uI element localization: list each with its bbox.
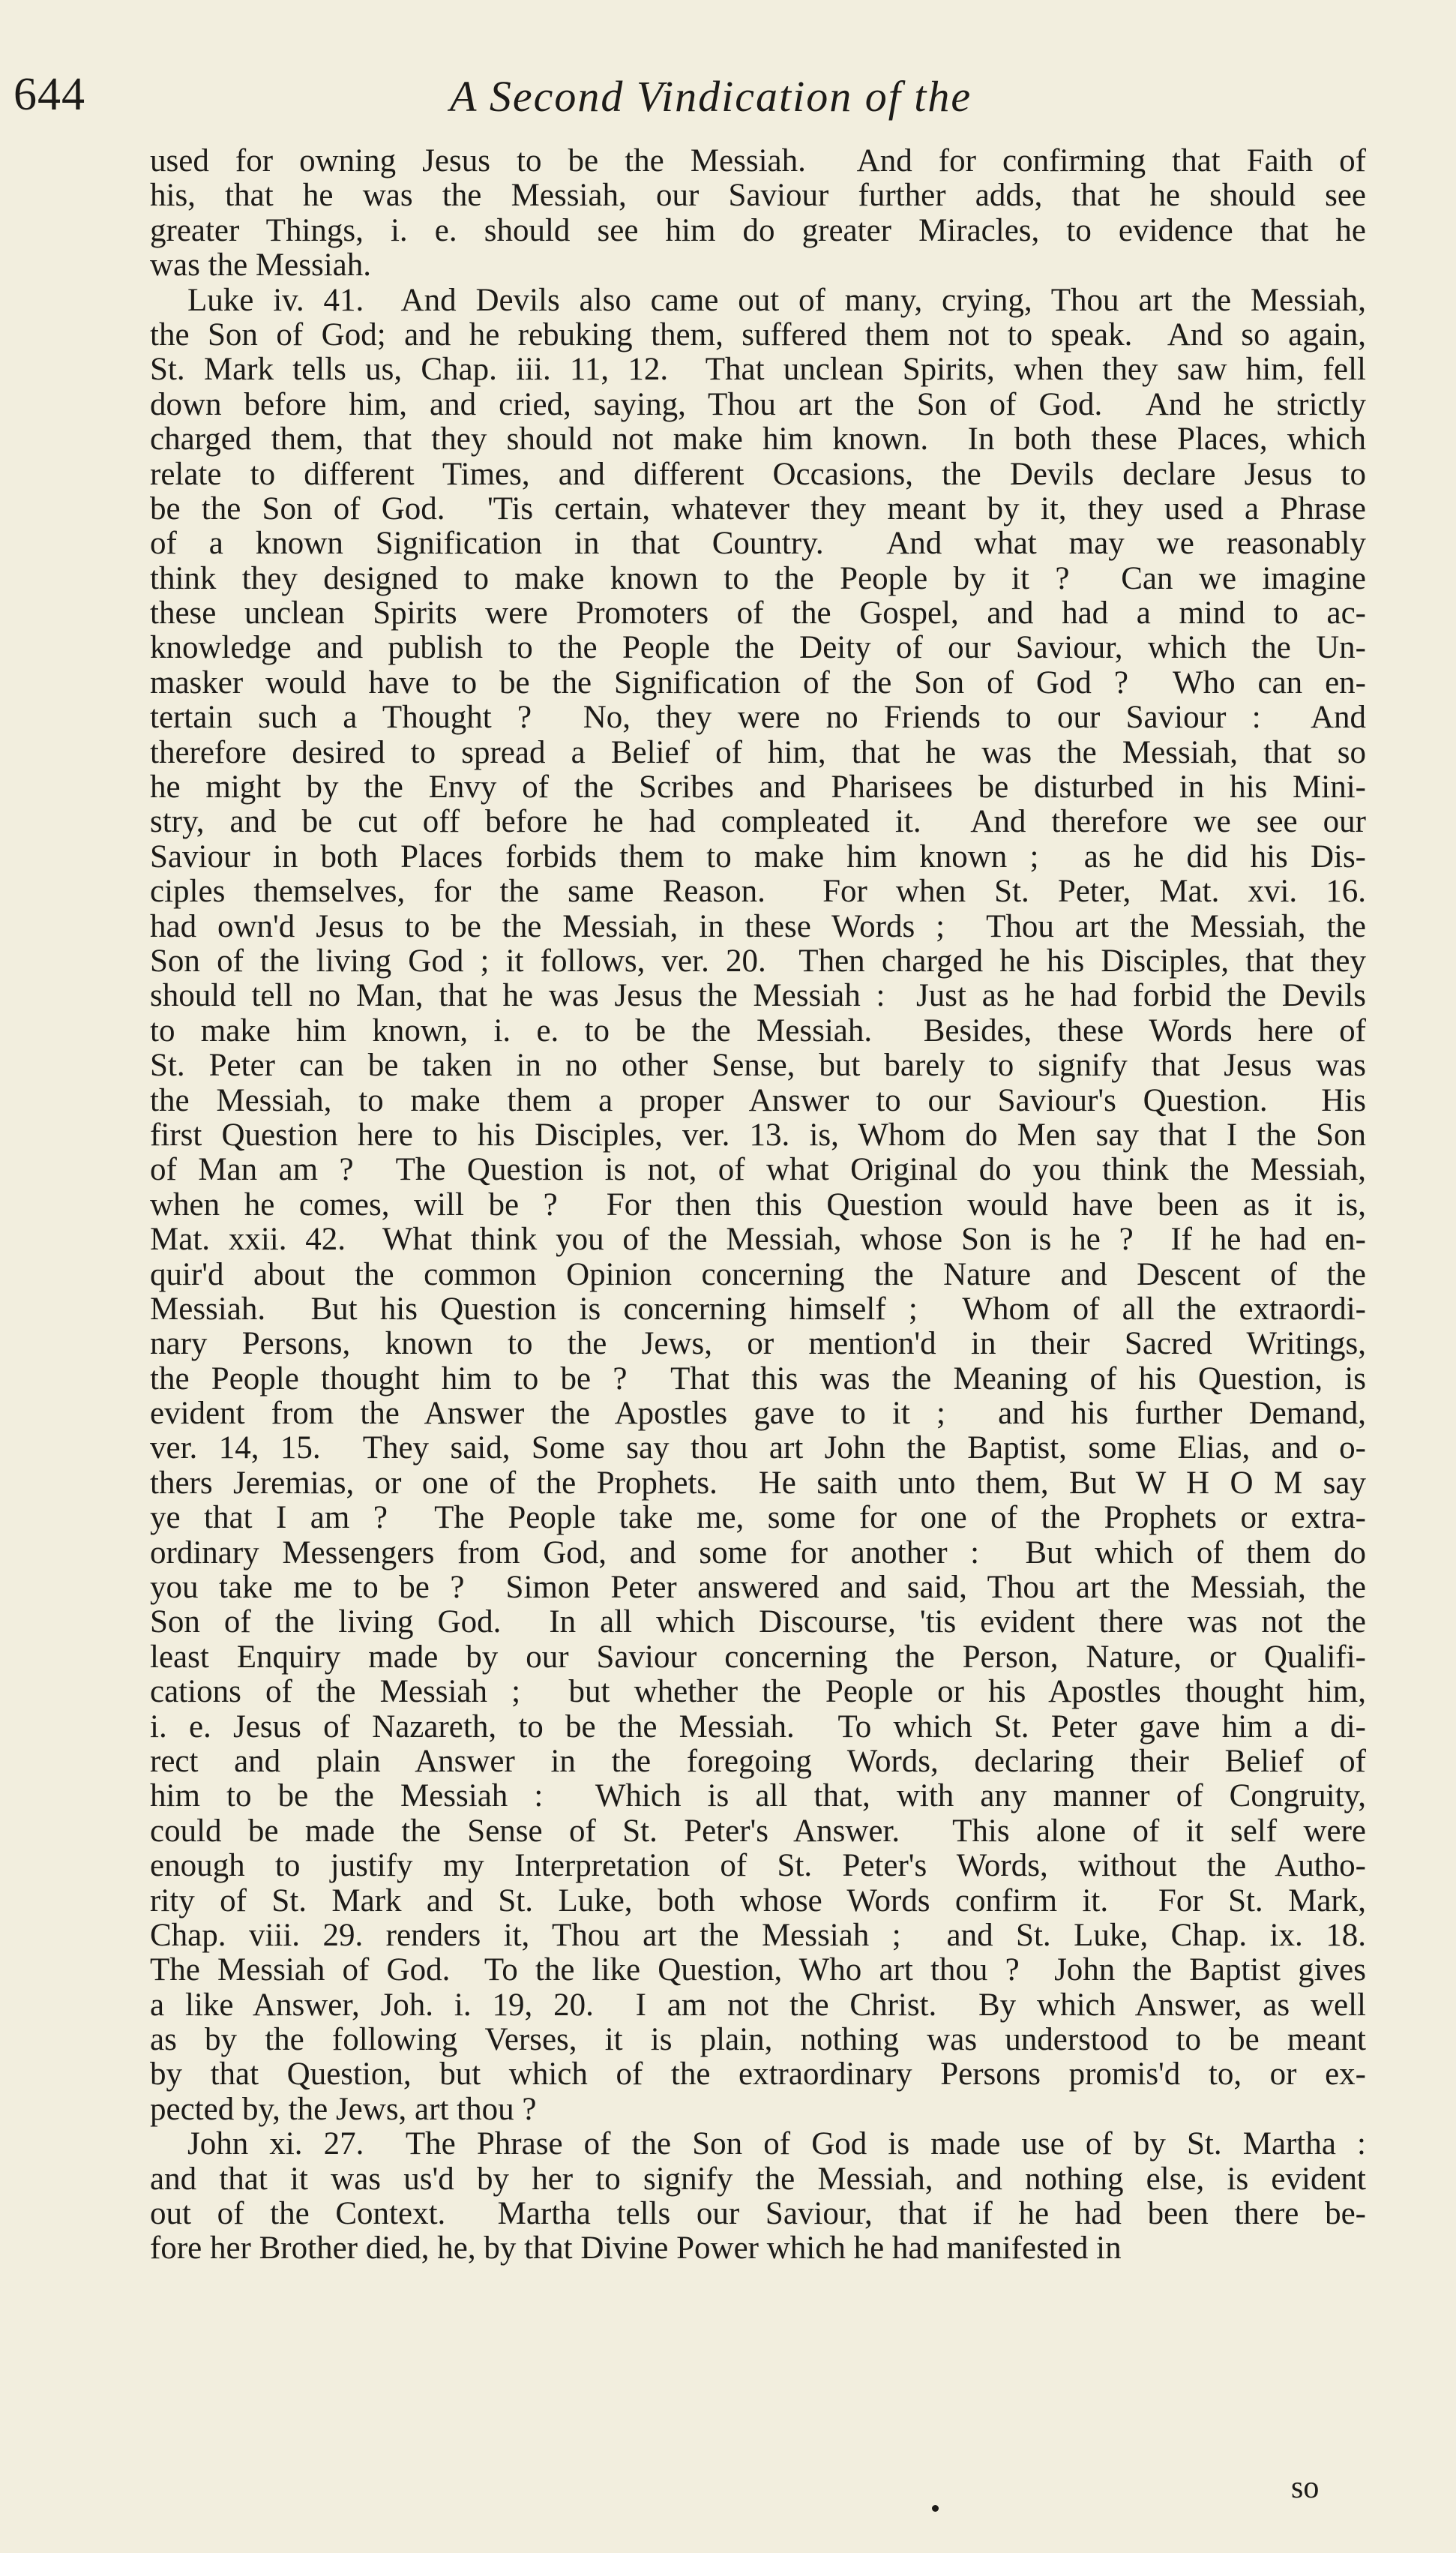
text-line: was the Messiah. — [150, 248, 371, 284]
text-line: therefore desired to spread a Belief of him, that he was the Messiah, that so — [150, 734, 1366, 770]
text-line: greater Things, i. e. should see him do greater Miracles, to evidence that he — [150, 212, 1366, 248]
text-line: Saviour in both Places forbids them to make him known ; as he did his Dis- — [150, 838, 1366, 874]
text-line: ordinary Messengers from God, and some for another : But which of them do — [150, 1534, 1366, 1570]
text-line: stry, and be cut off before he had compleated it. And therefore we see our — [150, 804, 1366, 840]
text-line: when he comes, will be ? For then this Question would have been as it is, — [150, 1186, 1366, 1222]
text-line: John xi. 27. The Phrase of the Son of God is made use of by St. Martha : — [187, 2126, 1366, 2162]
text-line: him to be the Messiah : Which is all that, with any manner of Congruity, — [150, 1778, 1366, 1814]
text-line: enough to justify my Interpretation of St. Peter's Words, without the Autho- — [150, 1848, 1366, 1884]
text-line: should tell no Man, that he was Jesus the Messiah : Just as he had forbid the Devils — [150, 978, 1366, 1014]
body-text — [150, 144, 1366, 2266]
text-line: ciples themselves, for the same Reason. For when St. Peter, Mat. xvi. 16. — [150, 874, 1366, 910]
text-line: be the Son of God. 'Tis certain, whatever they meant by it, they used a Phrase — [150, 490, 1366, 526]
text-line: Mat. xxii. 42. What think you of the Messiah, whose Son is he ? If he had en- — [150, 1222, 1366, 1258]
text-line: and that it was us'd by her to signify the Messiah, and nothing else, is evident — [150, 2161, 1366, 2197]
catchword: so — [1291, 2470, 1320, 2505]
text-line: could be made the Sense of St. Peter's Answer. This alone of it self were — [150, 1813, 1366, 1849]
text-line: masker would have to be the Signification of the Son of God ? Who can en- — [150, 664, 1366, 700]
text-line: tertain such a Thought ? No, they were no Friends to our Saviour : And — [150, 700, 1366, 736]
text-line: by that Question, but which of the extraordinary Persons promis'd to, or ex- — [150, 2056, 1366, 2092]
text-line: the People thought him to be ? That this was the Meaning of his Question, is — [150, 1360, 1366, 1396]
text-line: rity of St. Mark and St. Luke, both whose Words confirm it. For St. Mark, — [150, 1882, 1366, 1918]
text-line: The Messiah of God. To the like Question, Who art thou ? John the Baptist gives — [150, 1952, 1366, 1988]
text-line: as by the following Verses, it is plain, nothing was understood to be meant — [150, 2022, 1366, 2058]
text-line: St. Mark tells us, Chap. iii. 11, 12. That unclean Spirits, when they saw him, fell — [150, 352, 1366, 388]
text-line: you take me to be ? Simon Peter answered and said, Thou art the Messiah, the — [150, 1570, 1366, 1606]
text-line: least Enquiry made by our Saviour concerning the Person, Nature, or Qualifi- — [150, 1639, 1366, 1675]
text-line: cations of the Messiah ; but whether the People or his Apostles thought him, — [150, 1674, 1366, 1710]
text-line: Messiah. But his Question is concerning himself ; Whom of all the extraordi- — [150, 1291, 1366, 1327]
text-line: Son of the living God ; it follows, ver. 20. Then charged he his Disciples, that they — [150, 943, 1366, 979]
text-line: to make him known, i. e. to be the Messiah. Besides, these Words here of — [150, 1012, 1366, 1048]
text-line: thers Jeremias, or one of the Prophets. He saith unto them, But W H O M say — [150, 1465, 1366, 1501]
text-line: think they designed to make known to the People by it ? Can we imagine — [150, 560, 1366, 596]
text-line: down before him, and cried, saying, Thou art the Son of God. And he strictly — [150, 386, 1366, 422]
text-line: charged them, that they should not make him known. In both these Places, which — [150, 422, 1366, 458]
text-line: ye that I am ? The People take me, some for one of the Prophets or extra- — [150, 1500, 1366, 1536]
text-line: pected by, the Jews, art thou ? — [150, 2091, 537, 2127]
text-line: he might by the Envy of the Scribes and Pharisees be disturbed in his Mini- — [150, 770, 1366, 806]
text-line: the Son of God; and he rebuking them, suffered them not to speak. And so again, — [150, 316, 1366, 352]
text-line: first Question here to his Disciples, ver. 13. is, Whom do Men say that I the Son — [150, 1117, 1366, 1153]
text-line: out of the Context. Martha tells our Saviour, that if he had been there be- — [150, 2196, 1366, 2232]
text-line: these unclean Spirits were Promoters of the Gospel, and had a mind to ac- — [150, 596, 1366, 632]
text-line: his, that he was the Messiah, our Saviour further adds, that he should see — [150, 178, 1366, 214]
page-number: 644 — [13, 69, 85, 120]
text-line: relate to different Times, and different Occasions, the Devils declare Jesus to — [150, 456, 1366, 492]
text-line: evident from the Answer the Apostles gave to it ; and his further Demand, — [150, 1396, 1366, 1432]
text-line: i. e. Jesus of Nazareth, to be the Messiah. To which St. Peter gave him a di- — [150, 1708, 1366, 1744]
text-line: of a known Signification in that Country. And what may we reasonably — [150, 526, 1366, 562]
text-line: used for owning Jesus to be the Messiah. And for confirming that Faith of — [150, 143, 1366, 178]
text-line: knowledge and publish to the People the Deity of our Saviour, which the Un- — [150, 630, 1366, 666]
text-line: had own'd Jesus to be the Messiah, in these Words ; Thou art the Messiah, the — [150, 908, 1366, 944]
text-line: a like Answer, Joh. i. 19, 20. I am not the Christ. By which Answer, as well — [150, 1987, 1366, 2023]
text-line: fore her Brother died, he, by that Divine Power which he had manifested in — [150, 2230, 1122, 2266]
text-line: St. Peter can be taken in no other Sense, but barely to signify that Jesus was — [150, 1048, 1366, 1084]
text-line: of Man am ? The Question is not, of what Original do you think the Messiah, — [150, 1152, 1366, 1188]
text-line: quir'd about the common Opinion concerning the Nature and Descent of the — [150, 1256, 1366, 1292]
text-line: Son of the living God. In all which Discourse, 'tis evident there was not the — [150, 1604, 1366, 1640]
text-line: the Messiah, to make them a proper Answer to our Saviour's Question. His — [150, 1082, 1366, 1118]
text-line: ver. 14, 15. They said, Some say thou art John the Baptist, some Elias, and o- — [150, 1430, 1366, 1466]
text-line: nary Persons, known to the Jews, or mention'd in their Sacred Writings, — [150, 1326, 1366, 1362]
signature-mark — [932, 2505, 939, 2512]
text-line: rect and plain Answer in the foregoing Words, declaring their Belief of — [150, 1743, 1366, 1779]
running-head: A Second Vindication of the — [450, 72, 972, 121]
text-line: Chap. viii. 29. renders it, Thou art the Messiah ; and St. Luke, Chap. ix. 18. — [150, 1917, 1366, 1953]
text-line: Luke iv. 41. And Devils also came out of many, crying, Thou art the Messiah, — [187, 282, 1366, 318]
